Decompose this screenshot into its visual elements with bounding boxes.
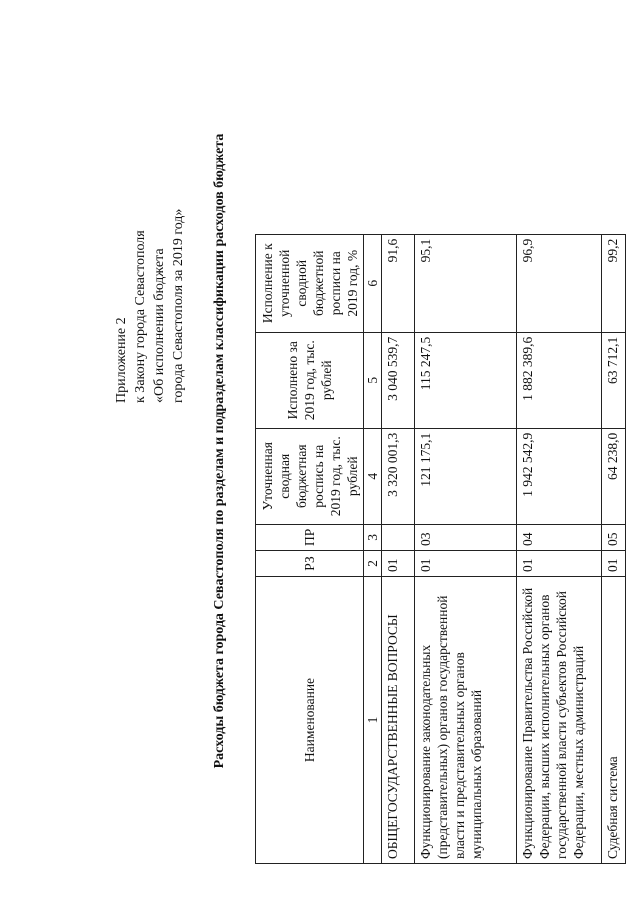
row-pct: 95,1 xyxy=(415,234,517,332)
table-row xyxy=(382,234,415,863)
annex-line-4: города Севастополя за 2019 год» xyxy=(171,208,186,403)
row-pr: 05 xyxy=(602,524,626,550)
row-pr: 03 xyxy=(415,524,517,550)
row-pct: 96,9 xyxy=(517,234,602,332)
column-number: 5 xyxy=(364,332,382,428)
table-row xyxy=(517,234,602,863)
row-name: Функционирование законодательных (представительных) органов государственной власти и представительных органов муниципальных образований xyxy=(415,577,517,864)
row-name: Судебная система xyxy=(602,577,626,864)
document-title: Расходы бюджета города Севастополя по разделам и подразделам классификации расходов бюджета xyxy=(212,133,227,769)
table-header-row xyxy=(256,234,364,863)
annex-line-2: к Закону города Севастополя xyxy=(133,230,148,403)
row-pr: 04 xyxy=(517,524,602,550)
column-number: 4 xyxy=(364,428,382,524)
row-rz: 01 xyxy=(382,551,415,577)
column-number: 3 xyxy=(364,524,382,550)
column-number: 1 xyxy=(364,577,382,864)
annex-header xyxy=(112,73,188,403)
header-plan: Уточненная сводная бюджетная роспись на 2019 год, тыс. рублей xyxy=(256,428,364,524)
header-exec: Исполнено за 2019 год, тыс. рублей xyxy=(256,332,364,428)
table-row xyxy=(602,234,626,863)
row-name: Функционирование Правительства Российской Федерации, высших исполнительных органов государственной власти субъектов Российской Федерации, местных администраций xyxy=(517,577,602,864)
row-exec: 63 712,1 xyxy=(602,332,626,428)
row-name: ОБЩЕГОСУДАРСТВЕННЫЕ ВОПРОСЫ xyxy=(382,577,415,864)
column-number: 6 xyxy=(364,234,382,332)
header-rz: РЗ xyxy=(256,551,364,577)
expenses-table xyxy=(255,234,626,864)
row-plan: 1 942 542,9 xyxy=(517,428,602,524)
row-plan: 64 238,0 xyxy=(602,428,626,524)
annex-line-1: Приложение 2 xyxy=(114,317,129,403)
row-exec: 1 882 389,6 xyxy=(517,332,602,428)
header-name: Наименование xyxy=(256,577,364,864)
annex-line-3: «Об исполнении бюджета xyxy=(152,248,167,403)
column-number: 2 xyxy=(364,551,382,577)
row-pct: 91,6 xyxy=(382,234,415,332)
row-plan: 3 320 001,3 xyxy=(382,428,415,524)
row-pct: 99,2 xyxy=(602,234,626,332)
row-exec: 3 040 539,7 xyxy=(382,332,415,428)
table-row xyxy=(415,234,517,863)
row-exec: 115 247,5 xyxy=(415,332,517,428)
header-pct: Исполнение к уточненной сводной бюджетной росписи на 2019 год, % xyxy=(256,234,364,332)
row-rz: 01 xyxy=(602,551,626,577)
column-number-row xyxy=(364,234,382,863)
header-pr: ПР xyxy=(256,524,364,550)
row-rz: 01 xyxy=(415,551,517,577)
row-pr xyxy=(382,524,415,550)
row-rz: 01 xyxy=(517,551,602,577)
row-plan: 121 175,1 xyxy=(415,428,517,524)
